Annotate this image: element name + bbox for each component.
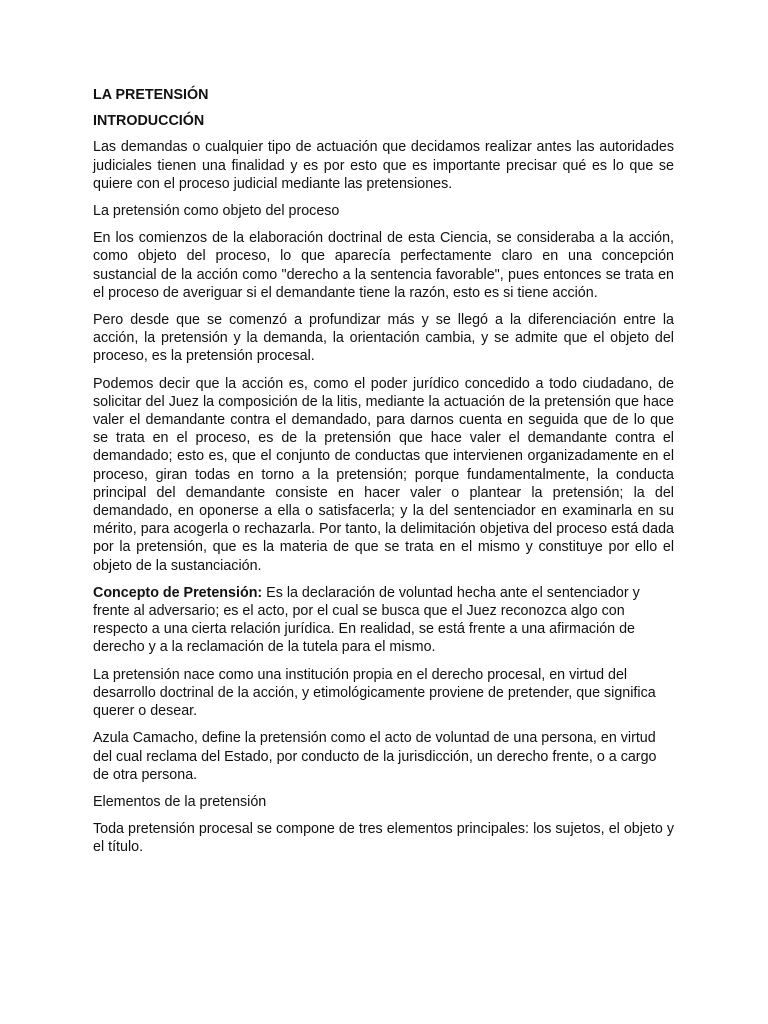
subheading-objeto: La pretensión como objeto del proceso	[93, 203, 340, 220]
paragraph-azula: Azula Camacho, define la pretensión como el acto de voluntad de una persona, en virtud del cual reclama del Estado, por conducto de la jurisdicción, un derecho frente, o a cargo de otra persona.	[93, 730, 657, 783]
paragraph-comienzos: En los comienzos de la elaboración doctrinal de esta Ciencia, se consideraba a la acción, como objeto del proceso, lo que aparecía perfectamente claro en una concepción sustancial de la acción como "derecho a la sentencia favorable", pues entonces se trata en el proceso de averiguar si el demandante tiene la razón, esto es si tiene acción.	[93, 230, 674, 301]
intro-heading: INTRODUCCIÓN	[93, 113, 205, 130]
concepto-label: Concepto de Pretensión:	[93, 584, 263, 601]
paragraph-concepto	[93, 584, 674, 657]
paragraph-toda: Toda pretensión procesal se compone de tres elementos principales: los sujetos, el objeto y el título.	[93, 821, 674, 856]
paragraph-podemos: Podemos decir que la acción es, como el poder jurídico concedido a todo ciudadano, de solicitar del Juez la composición de la litis, mediante la actuación de la pretensión que hace valer el demandante contra el demandado, para darnos cuenta en seguida que de lo que se trata en el proceso, es de la pretensión que hace valer el demandante contra el demandado; esto es, que el conjunto de conductas que intervienen organizadamente en el proceso, giran todas en torno a la pretensión; porque fundamentalmente, la conducta principal del demandante consiste en hacer valer o plantear la pretensión; la del demandado, en oponerse a ella o satisfacerla; y la del sentenciador en examinarla en su mérito, para acogerla o rechazarla. Por tanto, la delimitación objetiva del proceso está dada por la pretensión, que es la materia de que se trata en el mismo y constituye por ello el objeto de la sustanciación.	[93, 375, 674, 574]
paragraph-pero: Pero desde que se comenzó a profundizar más y se llegó a la diferenciación entre la acción, la pretensión y la demanda, la orientación cambia, y se admite que el objeto del proceso, es la pretensión procesal.	[93, 312, 674, 365]
intro-paragraph: Las demandas o cualquier tipo de actuación que decidamos realizar antes las autoridades judiciales tienen una finalidad y es por esto que es importante precisar qué es lo que se quiere con el proceso judicial mediante las pretensiones.	[93, 139, 674, 192]
subheading-elementos: Elementos de la pretensión	[93, 793, 267, 810]
paragraph-nace: La pretensión nace como una institución propia en el derecho procesal, en virtud del desarrollo doctrinal de la acción, y etimológicamente proviene de pretender, que significa querer o desear.	[93, 666, 656, 720]
document-title: LA PRETENSIÓN	[93, 87, 209, 103]
concepto-text: Es la declaración de voluntad hecha ante el sentenciador y frente al adversario; es el acto, por el cual se busca que el Juez reconozca algo con respecto a una cierta relación jurídica. En realidad, se está frente a una afirmación de derecho y a la reclamación de la tutela para el mismo.	[93, 584, 640, 656]
